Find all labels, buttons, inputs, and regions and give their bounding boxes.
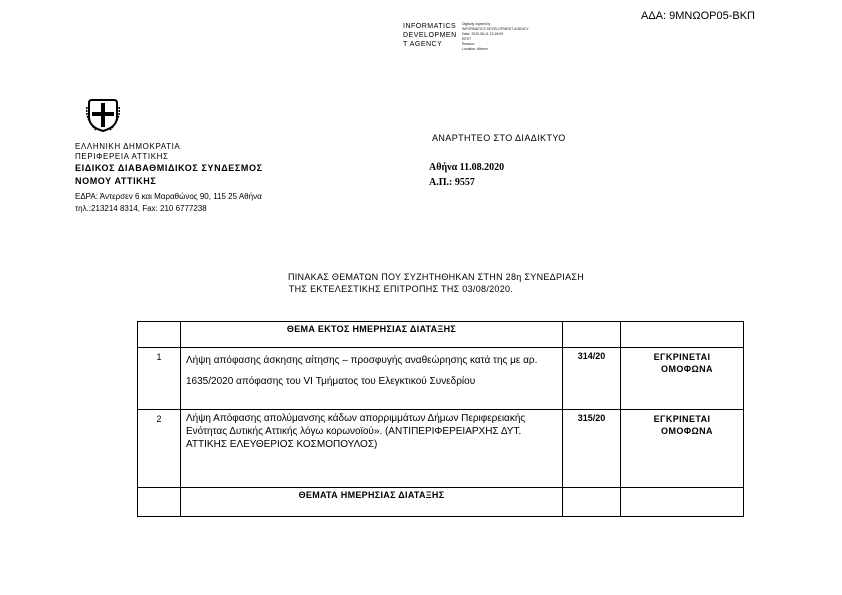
decision-vote: ΟΜΟΦΩΝΑ [661,426,713,436]
row-decision [621,410,744,488]
document-date: Αθήνα 11.08.2020 [429,162,505,173]
stamp-detail: Digitally signed by [462,22,491,26]
table-row [138,410,744,488]
issuer-phone: τηλ.:213214 8314, Fax: 210 6777238 [75,204,207,213]
issuer-block [75,142,263,215]
row-number: 2 [138,410,181,488]
stamp-detail: EEST [462,37,472,41]
date-protocol-block [429,160,504,190]
issuer-line: ΕΛΛΗΝΙΚΗ ΔΗΜΟΚΡΑΤΙΑ [75,142,181,151]
stamp-line: DEVELOPMEN [403,32,457,39]
stamp-detail: Reason: [462,42,476,46]
digital-signature-stamp [403,22,603,62]
row-number: 1 [138,348,181,410]
issuer-line: ΠΕΡΙΦΕΡΕΙΑ ΑΤΤΙΚΗΣ [75,152,169,161]
stamp-detail: INFORMATICS DEVELOPMENT AGENCY [462,27,529,31]
header-outside-agenda: ΘΕΜΑ ΕΚΤΟΣ ΗΜΕΡΗΣΙΑΣ ΔΙΑΤΑΞΗΣ [181,322,563,348]
row-subject: Λήψη Απόφασης απολύμανσης κάδων απορριμμάτων Δήμων Περιφερειακής Ενότητας Δυτικής Αττικής λόγω κορωνοϊού». (ΑΝΤΙΠΕΡΙΦΕΡΕΙΑΡΧΗΣ ΔΥΤ. ΑΤΤΙΚΗΣ ΕΛΕΥΘΕΡΙΟΣ ΚΟΣΜΟΠΟΥΛΟΣ) [181,410,563,488]
posted-notice: ΑΝΑΡΤΗΤΕΟ ΣΤΟ ΔΙΑΔΙΚΤΥΟ [432,133,566,143]
issuer-name: ΝΟΜΟΥ ΑΤΤΙΚΗΣ [75,176,157,186]
stamp-line: INFORMATICS [403,23,457,30]
title-line: ΠΙΝΑΚΑΣ ΘΕΜΑΤΩΝ ΠΟΥ ΣΥΖΗΤΗΘΗΚΑΝ ΣΤΗΝ 28η ΣΥΝΕΔΡΙΑΣΗ [287,272,585,282]
row-decision [621,348,744,410]
issuer-name: ΕΙΔΙΚΟΣ ΔΙΑΒΑΘΜΙΔΙΚΟΣ ΣΥΝΔΕΣΜΟΣ [75,163,263,173]
stamp-detail: Date: 2020.08.11 13:18:59 [462,32,504,36]
title-line: ΤΗΣ ΕΚΤΕΛΕΣΤΙΚΗΣ ΕΠΙΤΡΟΠΗΣ ΤΗΣ 03/08/2020. [288,284,514,294]
row-subject: Λήψη απόφασης άσκησης αίτησης – προσφυγής αναθεώρησης κατά της με αρ. 1635/2020 απόφασης του VI Τμήματος του Ελεγκτικού Συνεδρίου [181,348,563,410]
table-header-row [138,322,744,348]
document-title [140,271,732,295]
row-protocol: 314/20 [563,348,621,410]
topics-table [137,321,744,517]
greek-emblem-icon [86,97,120,133]
table-header-row [138,488,744,517]
ada-code: ΑΔΑ: 9ΜΝΩΟΡ05-ΒΚΠ [641,10,755,22]
decision-status: ΕΓΚΡΙΝΕΤΑΙ [653,414,711,424]
row-protocol: 315/20 [563,410,621,488]
stamp-line: T AGENCY [403,41,443,48]
decision-status: ΕΓΚΡΙΝΕΤΑΙ [653,352,711,362]
issuer-address: ΕΔΡΑ: Άντερσεν 6 και Μαραθώνος 90, 115 25 Αθήνα [75,192,262,201]
table-row [138,348,744,410]
stamp-detail: Location: Athens [462,47,488,51]
protocol-number: Α.Π.: 9557 [429,177,475,188]
decision-vote: ΟΜΟΦΩΝΑ [661,364,713,374]
header-agenda: ΘΕΜΑΤΑ ΗΜΕΡΗΣΙΑΣ ΔΙΑΤΑΞΗΣ [181,488,563,517]
